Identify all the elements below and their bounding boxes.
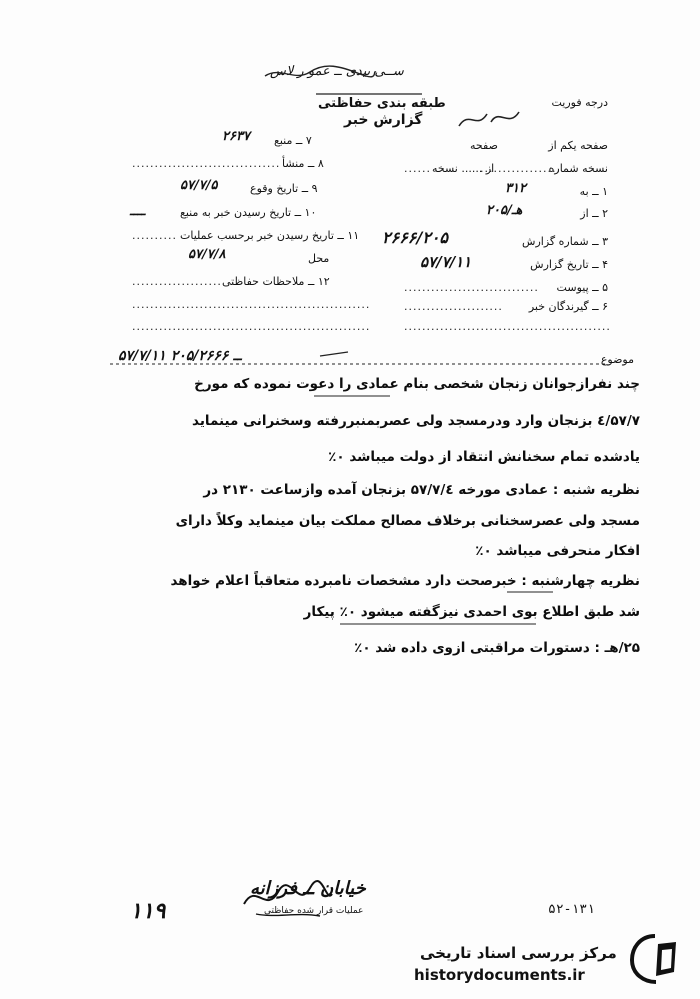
body-line-2: ۵۷/۷/٤ بزنجان وارد ودرمسجد ولی عصربمنبررفته وسخنرانی مینماید (192, 413, 640, 429)
watermark-url: historydocuments.ir (414, 966, 585, 984)
subject-reference: ۵۷/۷/۱۱ ــ ۲۰۵/۲۶۶۶ (118, 348, 242, 364)
field-security-notes: ۱۲ ــ ملاحظات حفاظتی (222, 275, 330, 288)
body-line-6: افکار منحرفی میباشد ٠٪ (475, 543, 640, 559)
page-number: ۱۱۹ (130, 898, 166, 924)
field-copy: نسخه شماره (548, 162, 608, 175)
signature-title: عملیات قرار شده حفاظتی (264, 906, 364, 916)
top-handwritten-note: ســی بیدی ــ عمو ر لاس (270, 64, 404, 79)
body-line-4: نظریه شنبه : عمادی مورخه ۵۷/۷/٤ بزنجان آمده وازساعت ۲۱۳۰ در (203, 482, 640, 498)
body-line-1: چند نفرازجوانان زنجان شخصی بنام عمادی را دعوت نموده که مورخ (194, 376, 640, 392)
field-event-date: ۹ ــ تاریخ وقوع (250, 182, 318, 195)
field-report-number-value: ۲۶۶۶/۲۰۵ (382, 228, 448, 247)
classification-underline (314, 88, 424, 98)
field-report-date: ۴ ــ تاریخ گزارش (530, 258, 608, 271)
body-underline-1 (312, 392, 392, 400)
body-underline-8 (338, 620, 538, 628)
field-page-suffix: صفحه (470, 139, 498, 152)
body-line-8: شد طبق اطلاع بوی احمدی نیزگفته میشود ٠٪ پیکار (303, 604, 640, 620)
body-line-3: یادشده تمام سخنانش انتقاد از دولت میباشد ٠٪ (328, 449, 640, 465)
field-source: ۷ ــ منبع (274, 134, 312, 147)
field-from-value: ۲۰۵/هـ (486, 203, 523, 218)
field-source-value: ۲۶۳۷ (222, 129, 250, 144)
field-report-number: ۳ ــ شماره گزارش (522, 235, 608, 248)
watermark-org-name: مرکز بررسی اسناد تاریخی (420, 944, 617, 962)
title-handwritten-mark (455, 104, 525, 132)
field-origin: ۸ ــ منشأ (282, 157, 324, 170)
dots-left-4: ..................................................... (132, 298, 371, 311)
classification-label: طبقه بندی حفاظتی (318, 96, 446, 111)
top-scribble-mark (260, 62, 380, 84)
signature-name: خیابان ــ فرزانه (250, 878, 366, 899)
field-location-value: ۵۷/۷/۸ (188, 247, 226, 262)
field-to-value: ۳۱۲ (505, 181, 526, 196)
report-title: گزارش خبر (344, 112, 423, 128)
body-line-9: ۲۵/هـ : دستورات مراقبتی ازوی داده شد ٠٪ (354, 640, 640, 656)
body-underline-7 (505, 588, 555, 596)
field-recipients: ۶ ــ گیرندگان خبر (528, 300, 608, 313)
dots-left-3: .................... (132, 275, 222, 288)
form-code: ۵۲-۱۳۱ (548, 902, 595, 917)
dots-right-4: ...................... (404, 300, 503, 313)
subject-label: موضوع (600, 353, 634, 366)
field-copy-suffix: از ...... نسخه (432, 162, 495, 175)
dots-left-5: ..................................................... (132, 320, 371, 333)
dots-left-1: ................................. (132, 157, 281, 170)
field-received-source-date: ۱۰ ــ تاریخ رسیدن خبر به منبع (180, 206, 317, 219)
field-received-ops-date: ۱۱ ــ تاریخ رسیدن خبر برحسب عملیات (180, 229, 360, 242)
subject-divider-line (108, 346, 628, 370)
field-attachment: ۵ ــ پیوست (556, 281, 608, 294)
dots-right-1: .................. (480, 162, 561, 175)
field-location: محل (308, 252, 330, 265)
field-report-date-value: ۵۷/۷/۱۱ (420, 253, 472, 271)
dots-right-2: ...... (404, 162, 431, 175)
dots-right-5: .............................................. (404, 320, 611, 333)
dots-left-2: .......... (132, 229, 177, 242)
urgency-label: درجه فوریت (551, 96, 608, 109)
body-line-5: مسجد ولی عصرسخنانی برخلاف مصالح مملکت بیان مینماید وکلاً دارای (175, 513, 640, 529)
field-to: ۱ ــ به (579, 185, 608, 198)
field-page: صفحه یکم از (548, 139, 608, 152)
field-event-date-value: ۵۷/۷/۵ (180, 178, 218, 193)
field-from: ۲ ــ از (580, 207, 608, 220)
field-received-source-value: ــــ (130, 204, 146, 219)
watermark-logo-icon (628, 932, 682, 986)
dots-right-3: .............................. (404, 281, 539, 294)
body-line-7: نظریه چهارشنبه : خبرصحت دارد مشخصات نامبرده متعاقباً اعلام خواهد (170, 573, 640, 589)
